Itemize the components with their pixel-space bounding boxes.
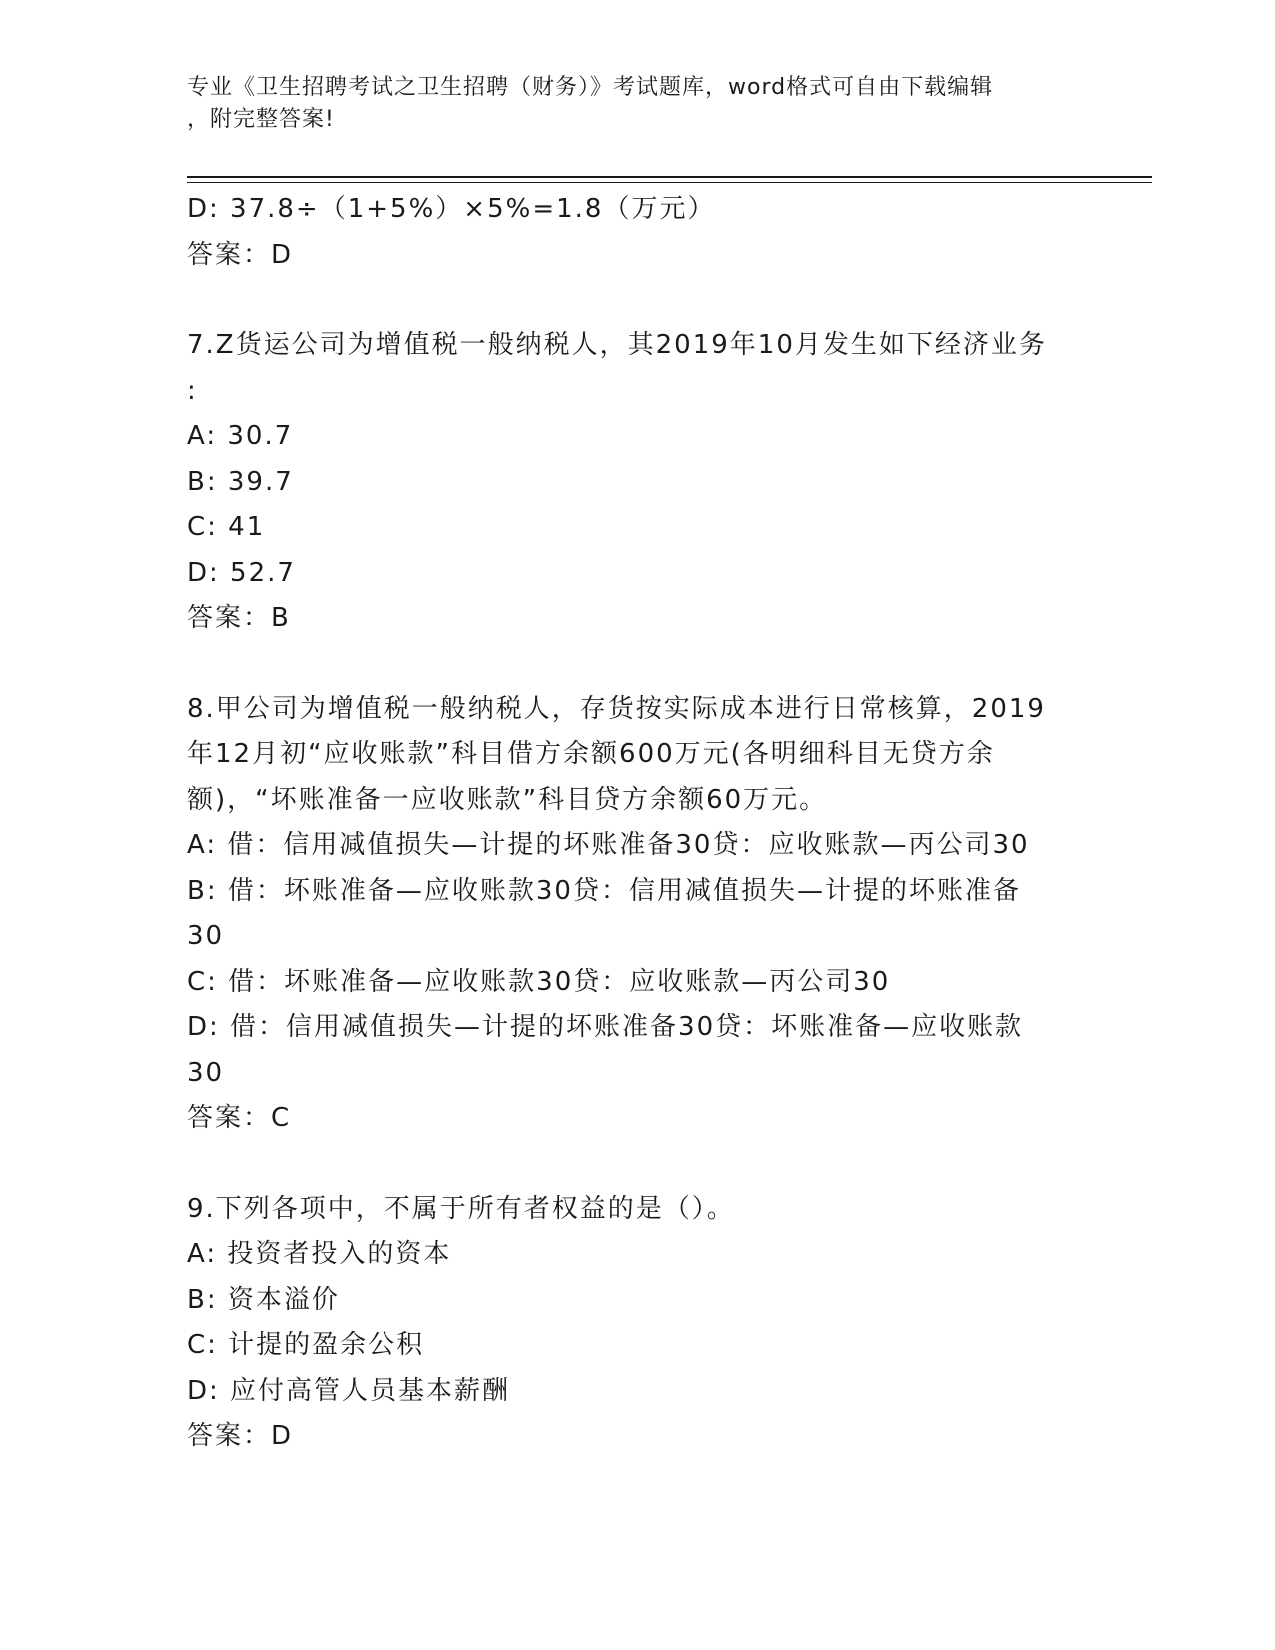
- spacer: [187, 1142, 1087, 1187]
- option-d: D: 借：信用减值损失—计提的坏账准备30贷：坏账准备—应收账款: [187, 1012, 1024, 1042]
- question-9: [187, 1187, 1087, 1460]
- option-a: A: 借：信用减值损失—计提的坏账准备30贷：应收账款—丙公司30: [187, 830, 1030, 860]
- option-c: C: 计提的盈余公积: [187, 1330, 425, 1360]
- header-line-2: ，附完整答案!: [187, 107, 335, 132]
- question-stem-continued: :: [187, 375, 198, 406]
- option-d-continued: 30: [187, 1057, 225, 1088]
- option-a: A: 投资者投入的资本: [187, 1239, 452, 1269]
- header-rule-thick: [187, 176, 1152, 178]
- option-b: B: 资本溢价: [187, 1284, 340, 1315]
- question-stem: 8.甲公司为增值税一般纳税人，存货按实际成本进行日常核算，2019: [187, 693, 1046, 724]
- answer: 答案：C: [187, 1103, 292, 1133]
- option-c: C: 借：坏账准备—应收账款30贷：应收账款—丙公司30: [187, 966, 891, 997]
- question-stem: 7.Z货运公司为增值税一般纳税人，其2019年10月发生如下经济业务: [187, 330, 1047, 360]
- question-7: [187, 323, 1087, 642]
- previous-question-tail: [187, 187, 1087, 278]
- answer: 答案：B: [187, 603, 291, 633]
- document-header: [187, 72, 1087, 136]
- option-d: D: 52.7: [187, 557, 296, 588]
- option-b: B: 39.7: [187, 466, 294, 497]
- spacer: [187, 642, 1087, 687]
- header-rule-thin: [187, 182, 1152, 183]
- option-c: C: 41: [187, 512, 266, 542]
- question-stem-continued: 年12月初“应收账款”科目借方余额600万元(各明细科目无贷方余: [187, 739, 995, 769]
- question-stem-continued: 额)，“坏账准备一应收账款”科目贷方余额60万元。: [187, 784, 828, 815]
- answer: 答案：D: [187, 239, 294, 270]
- spacer: [187, 278, 1087, 323]
- answer: 答案：D: [187, 1421, 294, 1451]
- header-line-1: 专业《卫生招聘考试之卫生招聘（财务）》考试题库，word格式可自由下载编辑: [187, 75, 994, 100]
- option-a: A: 30.7: [187, 421, 294, 451]
- option-b: B: 借：坏账准备—应收账款30贷：信用减值损失—计提的坏账准备: [187, 875, 1021, 906]
- option-b-continued: 30: [187, 921, 225, 951]
- option-d: D: 37.8÷（1+5%）×5%=1.8（万元）: [187, 194, 716, 224]
- question-stem: 9.下列各项中，不属于所有者权益的是（）。: [187, 1193, 735, 1224]
- question-content: [187, 187, 1087, 1460]
- option-d: D: 应付高管人员基本薪酬: [187, 1375, 511, 1406]
- question-8: [187, 687, 1087, 1142]
